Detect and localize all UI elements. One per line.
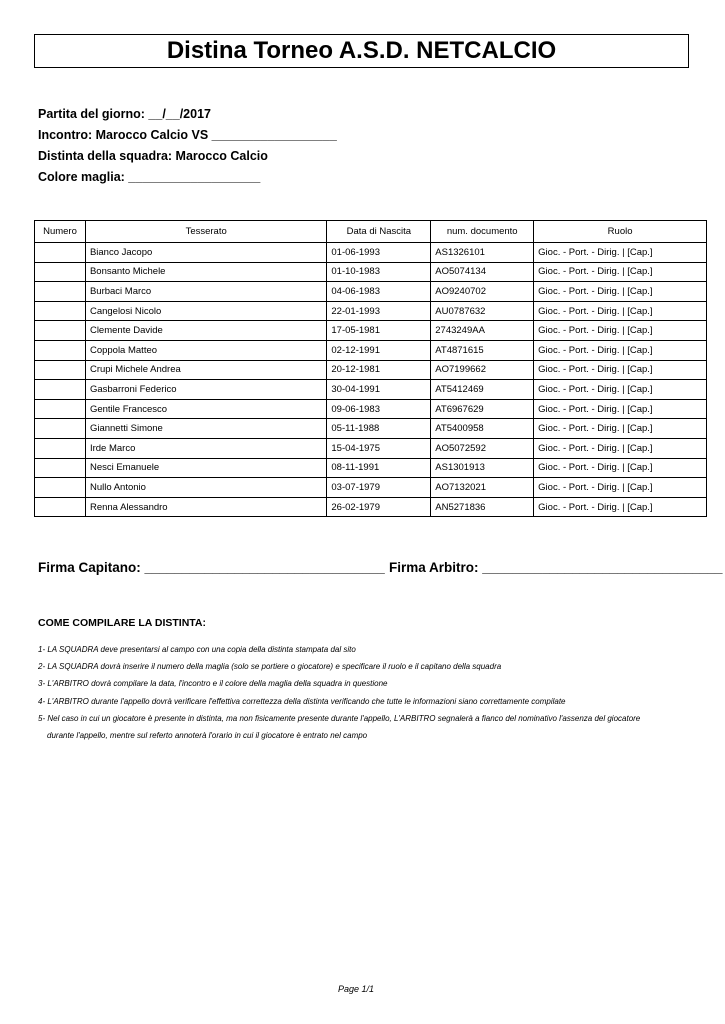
cell-numero (35, 360, 86, 380)
table-row (35, 262, 707, 282)
match-date: Partita del giorno: __/__/2017 (38, 107, 211, 121)
cell-numero (35, 458, 86, 478)
table-row (35, 419, 707, 439)
instruction-line: 5- Nel caso in cui un giocatore è presente in distinta, ma non fisicamente presente durante l'appello, L'ARBITRO segnalerà a fianco del nominativo l'assenza del giocatore (38, 713, 641, 723)
cell-numero (35, 399, 86, 419)
table-row (35, 478, 707, 498)
header-numero: Numero (35, 221, 86, 243)
instruction-line: 3- L'ARBITRO dovrà compilare la data, l'incontro e il colore della maglia della squadra in questione (38, 679, 388, 689)
header-ruolo: Ruolo (534, 221, 707, 243)
cell-ruolo: Gioc. - Port. - Dirig. | [Cap.] (534, 458, 707, 478)
cell-data-nascita: 01-10-1983 (327, 262, 431, 282)
instruction-line-continued: durante l'appello, mentre sul referto annoterà l'orario in cui il giocatore è entrato nel campo (47, 731, 368, 741)
instruction-line: 1- LA SQUADRA deve presentarsi al campo con una copia della distinta stampata dal sito (38, 645, 356, 654)
cell-ruolo: Gioc. - Port. - Dirig. | [Cap.] (534, 301, 707, 321)
cell-tesserato: Burbaci Marco (85, 282, 326, 302)
cell-tesserato: Coppola Matteo (85, 340, 326, 360)
cell-documento: AS1326101 (431, 243, 534, 263)
cell-ruolo: Gioc. - Port. - Dirig. | [Cap.] (534, 243, 707, 263)
cell-documento: 2743249AA (431, 321, 534, 341)
cell-data-nascita: 03-07-1979 (327, 478, 431, 498)
document-title (34, 34, 689, 68)
cell-data-nascita: 08-11-1991 (327, 458, 431, 478)
cell-data-nascita: 02-12-1991 (327, 340, 431, 360)
table-row (35, 438, 707, 458)
cell-documento: AO5074134 (431, 262, 534, 282)
table-row (35, 301, 707, 321)
signatures (38, 560, 723, 605)
cell-ruolo: Gioc. - Port. - Dirig. | [Cap.] (534, 282, 707, 302)
cell-tesserato: Giannetti Simone (85, 419, 326, 439)
captain-signature: Firma Capitano: ________________________________ (38, 560, 385, 575)
cell-numero (35, 497, 86, 517)
header-data-nascita: Data di Nascita (327, 221, 431, 243)
cell-ruolo: Gioc. - Port. - Dirig. | [Cap.] (534, 340, 707, 360)
instructions-list (38, 641, 713, 744)
cell-ruolo: Gioc. - Port. - Dirig. | [Cap.] (534, 380, 707, 400)
cell-data-nascita: 30-04-1991 (327, 380, 431, 400)
cell-documento: AT6967629 (431, 399, 534, 419)
cell-data-nascita: 26-02-1979 (327, 497, 431, 517)
cell-documento: AO9240702 (431, 282, 534, 302)
table-row (35, 458, 707, 478)
cell-tesserato: Nesci Emanuele (85, 458, 326, 478)
team-name: Distinta della squadra: Marocco Calcio (38, 149, 268, 163)
cell-documento: AT5400958 (431, 419, 534, 439)
shirt-color: Colore maglia: ___________________ (38, 170, 261, 184)
cell-ruolo: Gioc. - Port. - Dirig. | [Cap.] (534, 360, 707, 380)
table-row (35, 321, 707, 341)
table-row (35, 340, 707, 360)
cell-tesserato: Gasbarroni Federico (85, 380, 326, 400)
cell-tesserato: Renna Alessandro (85, 497, 326, 517)
cell-data-nascita: 20-12-1981 (327, 360, 431, 380)
cell-documento: AT5412469 (431, 380, 534, 400)
cell-data-nascita: 22-01-1993 (327, 301, 431, 321)
cell-documento: AT4871615 (431, 340, 534, 360)
cell-data-nascita: 09-06-1983 (327, 399, 431, 419)
cell-data-nascita: 17-05-1981 (327, 321, 431, 341)
cell-tesserato: Gentile Francesco (85, 399, 326, 419)
cell-data-nascita: 04-06-1983 (327, 282, 431, 302)
match-info (38, 104, 337, 188)
cell-data-nascita: 05-11-1988 (327, 419, 431, 439)
table-row (35, 399, 707, 419)
header-documento: num. documento (431, 221, 534, 243)
roster-table (34, 220, 707, 517)
cell-ruolo: Gioc. - Port. - Dirig. | [Cap.] (534, 497, 707, 517)
cell-tesserato: Nullo Antonio (85, 478, 326, 498)
cell-numero (35, 243, 86, 263)
cell-documento: AS1301913 (431, 458, 534, 478)
cell-ruolo: Gioc. - Port. - Dirig. | [Cap.] (534, 399, 707, 419)
cell-numero (35, 419, 86, 439)
cell-numero (35, 321, 86, 341)
cell-tesserato: Bonsanto Michele (85, 262, 326, 282)
cell-ruolo: Gioc. - Port. - Dirig. | [Cap.] (534, 262, 707, 282)
cell-ruolo: Gioc. - Port. - Dirig. | [Cap.] (534, 419, 707, 439)
cell-tesserato: Irde Marco (85, 438, 326, 458)
cell-documento: AO5072592 (431, 438, 534, 458)
cell-numero (35, 262, 86, 282)
header-tesserato: Tesserato (85, 221, 326, 243)
match-opponent: Incontro: Marocco Calcio VS __________________ (38, 128, 337, 142)
cell-numero (35, 340, 86, 360)
instruction-line: 4- L'ARBITRO durante l'appello dovrà verificare l'effettiva correttezza della distinta verificando che tutte le informazioni siano correttamente compilate (38, 696, 566, 706)
cell-data-nascita: 01-06-1993 (327, 243, 431, 263)
document-title-text: Distina Torneo A.S.D. NETCALCIO (166, 37, 557, 64)
roster-body (35, 243, 707, 517)
cell-numero (35, 380, 86, 400)
cell-tesserato: Crupi Michele Andrea (85, 360, 326, 380)
cell-documento: AO7132021 (431, 478, 534, 498)
cell-numero (35, 282, 86, 302)
cell-tesserato: Clemente Davide (85, 321, 326, 341)
cell-numero (35, 301, 86, 321)
table-row (35, 360, 707, 380)
cell-ruolo: Gioc. - Port. - Dirig. | [Cap.] (534, 321, 707, 341)
instructions-title: COME COMPILARE LA DISTINTA: (38, 617, 206, 629)
cell-documento: AO7199662 (431, 360, 534, 380)
cell-tesserato: Cangelosi Nicolo (85, 301, 326, 321)
table-header-row (35, 221, 707, 243)
cell-data-nascita: 15-04-1975 (327, 438, 431, 458)
referee-signature: Firma Arbitro: ________________________________ (389, 560, 723, 575)
table-row (35, 497, 707, 517)
cell-ruolo: Gioc. - Port. - Dirig. | [Cap.] (534, 438, 707, 458)
cell-numero (35, 478, 86, 498)
cell-documento: AU0787632 (431, 301, 534, 321)
cell-documento: AN5271836 (431, 497, 534, 517)
instruction-line: 2- LA SQUADRA dovrà inserire il numero della maglia (solo se portiere o giocatore) e specificare il ruolo e il capitano della squadra (38, 662, 502, 672)
table-row (35, 380, 707, 400)
table-row (35, 282, 707, 302)
cell-ruolo: Gioc. - Port. - Dirig. | [Cap.] (534, 478, 707, 498)
table-row (35, 243, 707, 263)
cell-numero (35, 438, 86, 458)
page-number: Page 1/1 (337, 984, 375, 994)
cell-tesserato: Bianco Jacopo (85, 243, 326, 263)
